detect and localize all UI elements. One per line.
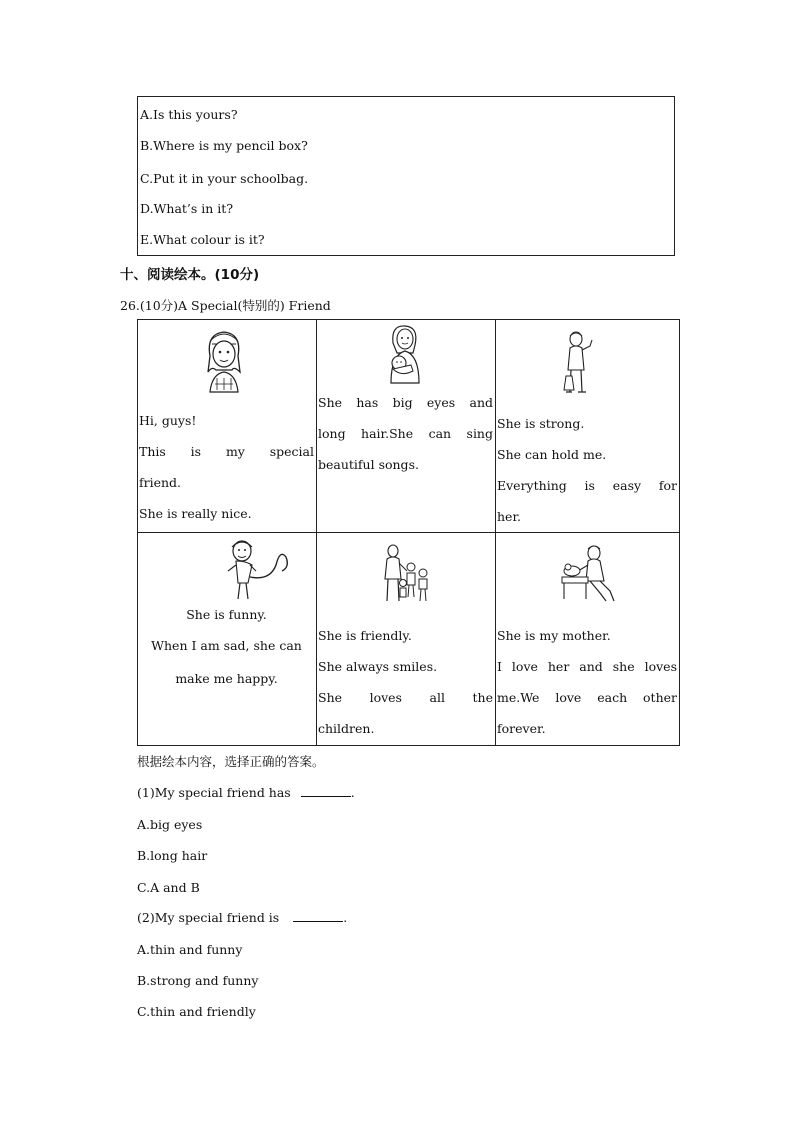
instruction-text: 根据绘本内容，选择正确的答案。 bbox=[137, 754, 325, 769]
q2-choice-b[interactable]: B.strong and funny bbox=[137, 973, 259, 988]
story-table bbox=[137, 319, 680, 746]
story-line: long hair.She can sing bbox=[318, 426, 493, 441]
question-1-end: . bbox=[350, 785, 355, 800]
option-c: C.Put it in your schoolbag. bbox=[140, 171, 309, 186]
story-cell-4 bbox=[138, 533, 317, 746]
answer-blank-1[interactable] bbox=[301, 784, 351, 797]
option-b: B.Where is my pencil box? bbox=[140, 138, 308, 153]
woman-with-children-icon bbox=[379, 543, 433, 605]
story-line: her. bbox=[497, 509, 522, 524]
question-2-stem: (2)My special friend is bbox=[137, 910, 280, 925]
woman-monkey-costume-icon bbox=[226, 537, 292, 601]
story-line: When I am sad, she can bbox=[151, 638, 302, 653]
mother-caring-child-icon bbox=[560, 543, 620, 605]
option-d: D.What’s in it? bbox=[140, 201, 234, 216]
story-line: me.We love each other bbox=[497, 690, 677, 705]
story-line: She loves all the bbox=[318, 690, 493, 705]
option-a: A.Is this yours? bbox=[140, 107, 238, 122]
story-text-4 bbox=[139, 599, 314, 694]
story-line: Hi, guys! bbox=[139, 413, 197, 428]
story-line: She is my mother. bbox=[497, 628, 611, 643]
story-line: She is really nice. bbox=[139, 506, 252, 521]
story-line: She can hold me. bbox=[497, 447, 607, 462]
question-2 bbox=[137, 909, 347, 925]
story-line: She has big eyes and bbox=[318, 395, 493, 410]
story-cell-5 bbox=[317, 533, 496, 746]
woman-carrying-bag-icon bbox=[560, 330, 596, 396]
story-line: This is my special bbox=[139, 444, 314, 459]
question-2-end: . bbox=[343, 910, 348, 925]
story-line: I love her and she loves bbox=[497, 659, 677, 674]
woman-holding-baby-icon bbox=[381, 323, 427, 385]
question-1 bbox=[137, 784, 355, 800]
story-line: beautiful songs. bbox=[318, 457, 419, 472]
story-text-3 bbox=[497, 408, 677, 532]
question-1-stem: (1)My special friend has bbox=[137, 785, 291, 800]
question-title: 26.(10分)A Special(特别的) Friend bbox=[120, 298, 331, 313]
q2-choice-c[interactable]: C.thin and friendly bbox=[137, 1004, 256, 1019]
story-cell-1 bbox=[138, 320, 317, 533]
story-text-2 bbox=[318, 387, 493, 480]
story-line: children. bbox=[318, 721, 375, 736]
answer-blank-2[interactable] bbox=[293, 909, 343, 922]
story-cell-6 bbox=[496, 533, 680, 746]
story-cell-2 bbox=[317, 320, 496, 533]
story-cell-3 bbox=[496, 320, 680, 533]
q1-choice-a[interactable]: A.big eyes bbox=[137, 817, 203, 832]
story-line: Everything is easy for bbox=[497, 478, 677, 493]
section-title: 十、阅读绘本。(10分) bbox=[120, 267, 260, 283]
girl-portrait-icon bbox=[202, 326, 246, 394]
story-line: forever. bbox=[497, 721, 546, 736]
story-line: friend. bbox=[139, 475, 182, 490]
option-e: E.What colour is it? bbox=[140, 232, 265, 247]
q2-choice-a[interactable]: A.thin and funny bbox=[137, 942, 243, 957]
story-line: She always smiles. bbox=[318, 659, 438, 674]
story-text-1 bbox=[139, 405, 314, 529]
story-text-5 bbox=[318, 620, 493, 744]
story-text-6 bbox=[497, 620, 677, 744]
q1-choice-c[interactable]: C.A and B bbox=[137, 880, 200, 895]
story-line: make me happy. bbox=[175, 671, 278, 686]
options-box bbox=[137, 96, 675, 256]
story-line: She is funny. bbox=[186, 607, 267, 622]
story-line: She is friendly. bbox=[318, 628, 412, 643]
q1-choice-b[interactable]: B.long hair bbox=[137, 848, 208, 863]
story-line: She is strong. bbox=[497, 416, 585, 431]
